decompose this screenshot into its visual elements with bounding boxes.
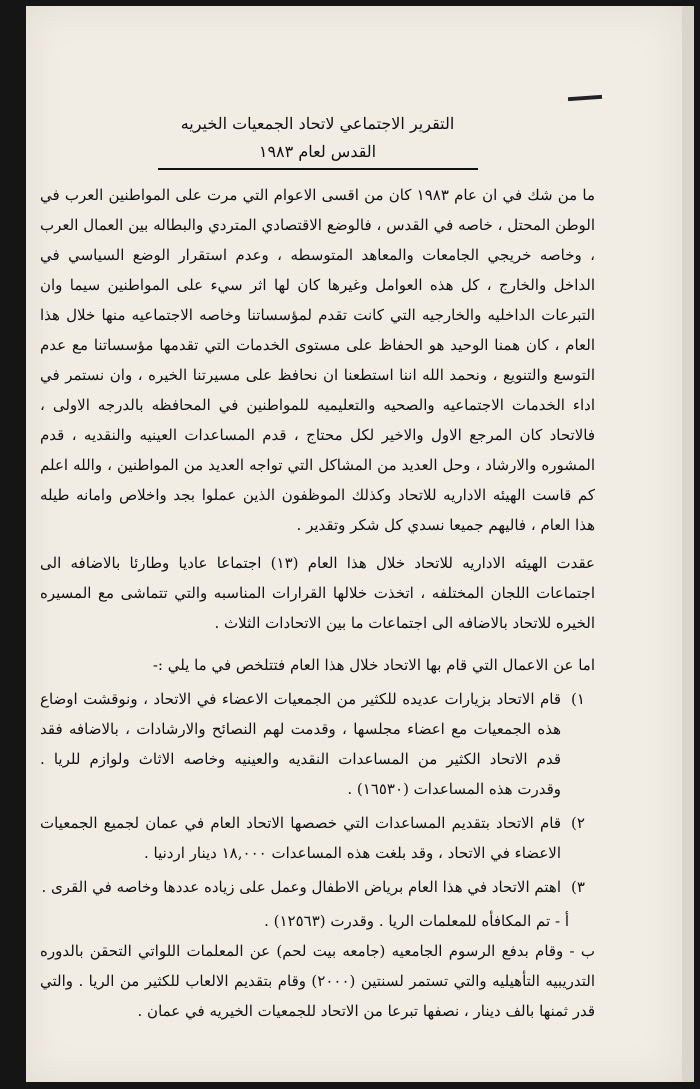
list-item-text: قام الاتحاد بتقديم المساعدات التي خصصها الاتحاد العام في عمان لجميع الجمعيات الاعضاء في الاتحاد ، وقد بلغت هذه المساعدات ١٨,٠٠٠ دينار اردنيا . xyxy=(40,814,561,862)
paragraph-main: ما من شك في ان عام ١٩٨٣ كان من اقسى الاعوام التي مرت على المواطنين العرب في الوطن المحتل ، خاصه في القدس ، فالوضع الاقتصادي المتردي والبطاله بين العمال العرب ، وخاصه خريجي الجامعات والمعاهد المتوسطه ، وعدم استقرار الوضع السياسي في الداخل والخارج ، كل هذه العوامل وغيرها كان لها اثر سيء على المواطنين سيما وان التبرعات الداخليه والخارجيه التي كانت تقدم لمؤسساتنا وخاصه الاجتماعيه منها خلال هذا العام ، كان همنا الوحيد هو الحفاظ على مستوى الخدمات التي تقدمها مؤسساتنا مع عدم التوسع والتنويع ، ونحمد الله اننا استطعنا ان نحافظ على مسيرتنا الخيره ، وان نستمر في اداء الخدمات الاجتماعيه والصحيه والتعليميه للمواطنين في المحافظه بالدرجه الاولى ، فالاتحاد كان المرجع الاول والاخير لكل محتاج ، قدم المساعدات العينيه والنقديه ، قدم المشوره والارشاد ، وحل العديد من المشاكل التي تواجه العديد من المواطنين ، والله اعلم كم قاست الهيئه الاداريه للاتحاد وكذلك الموظفون الذين عملوا بجد واخلاص وامانه طيله هذا العام ، فاليهم جميعا نسدي كل شكر وتقدير . xyxy=(40,186,596,534)
paragraph-meetings: عقدت الهيئه الاداريه للاتحاد خلال هذا العام (١٣) اجتماعا عاديا وطارئا بالاضافه الى اجتماعات اللجان المختلفه ، اتخذت خلالها القرارات المناسبه والتي تتماشى مع المسيره الخيره للاتحاد بالاضافه الى اجتماعات ما بين الاتحادات الثلاث . xyxy=(40,554,595,632)
list-item-number: ٢) xyxy=(571,814,585,832)
sub-item-a: أ - تم المكافأه للمعلمات الريا . وقدرت (١٢٥٦٣) . xyxy=(264,912,569,930)
document-title: التقرير الاجتماعي لاتحاد الجمعيات الخيريه xyxy=(180,114,455,133)
paper-edge xyxy=(682,6,694,1082)
list-item-text: قام الاتحاد بزيارات عديده للكثير من الجمعيات الاعضاء في الاتحاد ، ونوقشت اوضاع هذه الجمعيات مع اعضاء مجلسها ، وقدمت لهم النصائح والارشادات ، بالاضافه فقد قدم الاتحاد الكثير من المساعدات النقديه والعينيه وخاصه الاثاث ولوازم للريا . وقدرت هذه المساعدات (١٦٥٣٠) . xyxy=(40,690,561,798)
list-item-number: ١) xyxy=(571,690,585,708)
list-intro: اما عن الاعمال التي قام بها الاتحاد خلال هذا العام فتتلخص في ما يلي :- xyxy=(152,656,595,674)
list-item xyxy=(40,808,595,868)
sub-item-b: ب - وقام بدفع الرسوم الجامعيه (جامعه بيت لحم) عن المعلمات اللواتي التحقن بالدوره التدريبيه التأهيليه والتي تستمر لسنتين (٢٠٠٠) وقام بتقديم الالعاب للكثير من الريا . والتي قدر ثمنها بالف دينار ، نصفها تبرعا من الاتحاد للجمعيات الخيريه في عمان . xyxy=(40,942,596,1020)
list-item xyxy=(40,684,595,804)
list-item xyxy=(40,872,595,902)
title-underline xyxy=(158,168,478,170)
list-item-text: اهتم الاتحاد في هذا العام برياض الاطفال وعمل على زياده عددها وخاصه في القرى . xyxy=(41,878,561,896)
document-body xyxy=(40,100,595,1026)
list-item-number: ٣) xyxy=(571,878,585,896)
document-subtitle: القدس لعام ١٩٨٣ xyxy=(258,142,377,161)
